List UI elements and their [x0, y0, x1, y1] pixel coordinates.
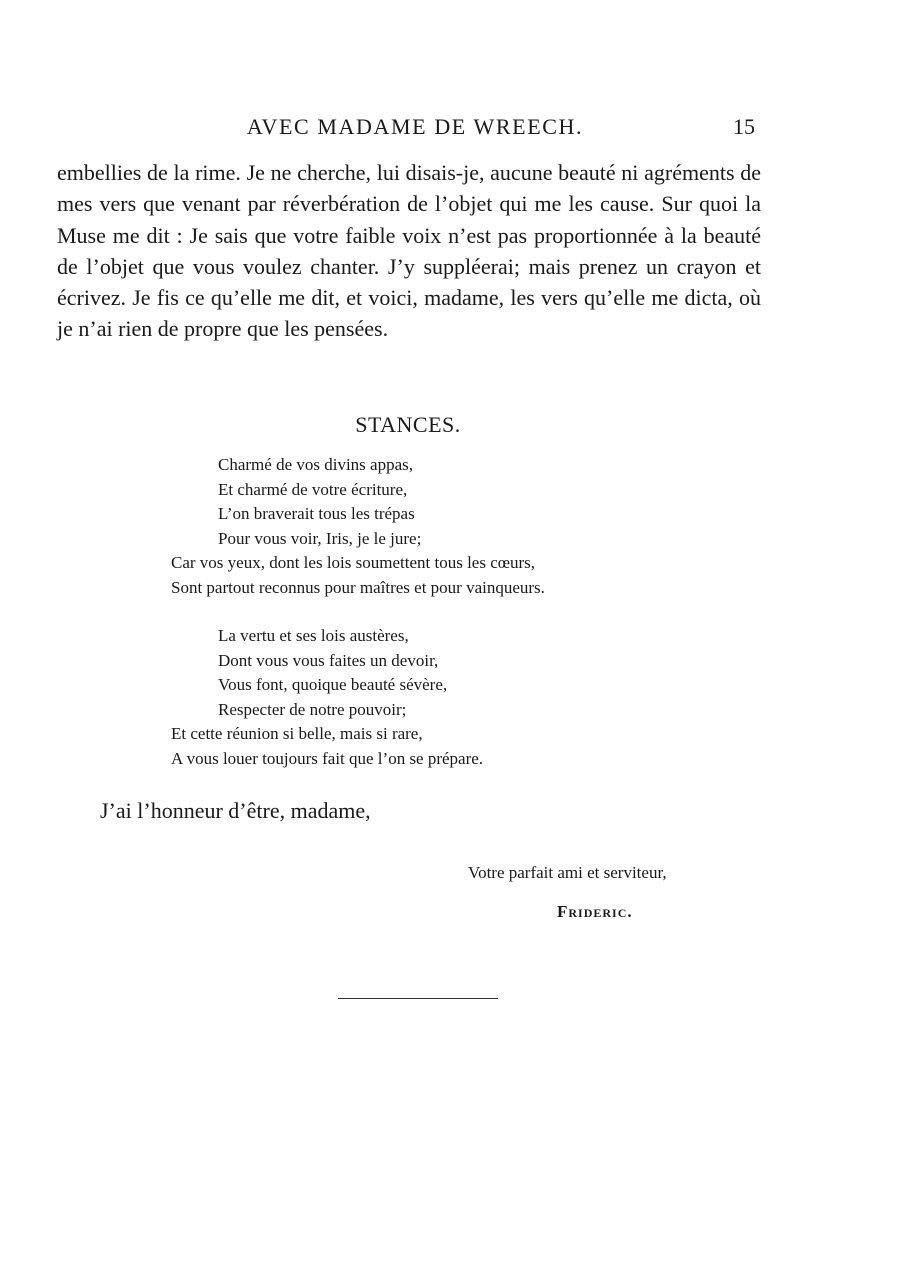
page-number: 15: [733, 114, 755, 139]
verse-line: La vertu et ses lois austères,: [218, 626, 409, 645]
verse-line: Vous font, quoique beauté sévère,: [218, 675, 448, 695]
stanza-2: [0, 626, 900, 774]
verse-line: Respecter de notre pouvoir;: [218, 699, 407, 719]
verse-line: Charmé de vos divins appas,: [218, 455, 413, 474]
verse-line: Et charmé de votre écriture,: [218, 479, 408, 499]
verse-line: Sont partout reconnus pour maîtres et pour vainqueurs.: [171, 577, 545, 597]
verse-line: Car vos yeux, dont les lois soumettent tous les cœurs,: [171, 553, 536, 573]
verse-line: Dont vous vous faites un devoir,: [218, 650, 439, 670]
verse-line: L’on braverait tous les trépas: [218, 504, 415, 524]
signature-name: Frideric.: [557, 902, 633, 921]
verse-line: Pour vous voir, Iris, je le jure;: [218, 528, 422, 548]
verse-line: A vous louer toujours fait que l’on se prépare.: [171, 748, 484, 768]
signature-line: Votre parfait ami et serviteur,: [468, 863, 667, 882]
running-title: AVEC MADAME DE WREECH.: [246, 114, 584, 139]
stanza-1: [0, 455, 900, 603]
running-head: [0, 114, 900, 144]
verse-line: Et cette réunion si belle, mais si rare,: [171, 724, 423, 744]
poem-title: STANCES.: [355, 412, 461, 437]
closing-salutation: J’ai l’honneur d’être, madame,: [100, 798, 371, 823]
end-rule: [338, 998, 498, 999]
body-paragraph: embellies de la rime. Je ne cherche, lui disais-je, aucune beauté ni agréments de mes vers que venant par réverbération de l’objet qui me les cause. Sur quoi la Muse me dit : Je sais que votre faible voix n’est pas proportionnée à la beauté de l’objet que vous voulez chanter. J’y suppléerai; mais prenez un crayon et écrivez. Je fis ce qu’elle me dit, et voici, madame, les vers qu’elle me dicta, où je n’ai rien de propre que les pensées.: [57, 160, 761, 342]
